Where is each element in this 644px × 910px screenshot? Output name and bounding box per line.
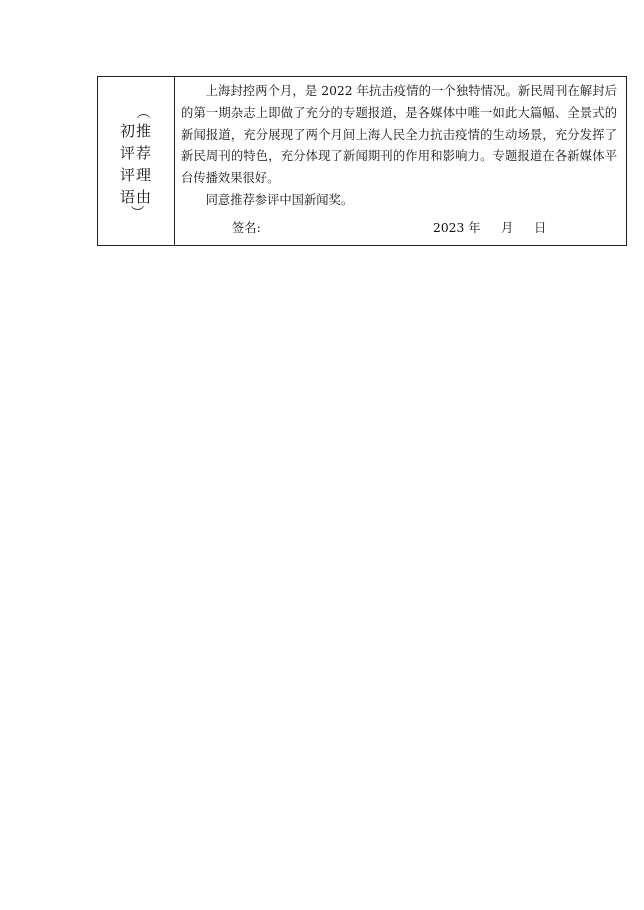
content-cell <box>175 77 626 245</box>
closing-parenthesis: ） <box>128 205 144 219</box>
opening-parenthesis: （ <box>134 105 150 119</box>
label-line: 评荐 <box>119 144 152 162</box>
recommendation-paragraph: 上海封控两个月，是 2022 年抗击疫情的一个独特情况。新民周刊在解封后的第一期杂志上即做了充分的专题报道，是各媒体中唯一如此大篇幅、全景式的新闻报道，充分展现了两个月间上海人民全力抗击疫情的生动场景，充分发挥了新民周刊的特色，充分体现了新闻期刊的作用和影响力。专题报道在各新媒体平台传播效果很好。 <box>181 84 617 186</box>
label-line: 评理 <box>119 166 152 184</box>
label-line: 语由 <box>119 188 152 206</box>
date-month: 月 <box>501 221 514 235</box>
date-year: 2023 年 <box>433 221 481 235</box>
signature-row <box>175 217 626 239</box>
label-cell <box>98 77 175 245</box>
signature-label: 签名: <box>232 221 261 235</box>
recommendation-table <box>97 76 627 246</box>
recommendation-conclusion: 同意推荐参评中国新闻奖。 <box>205 192 354 207</box>
date-day: 日 <box>534 221 547 235</box>
label-line: 初推 <box>119 122 152 140</box>
